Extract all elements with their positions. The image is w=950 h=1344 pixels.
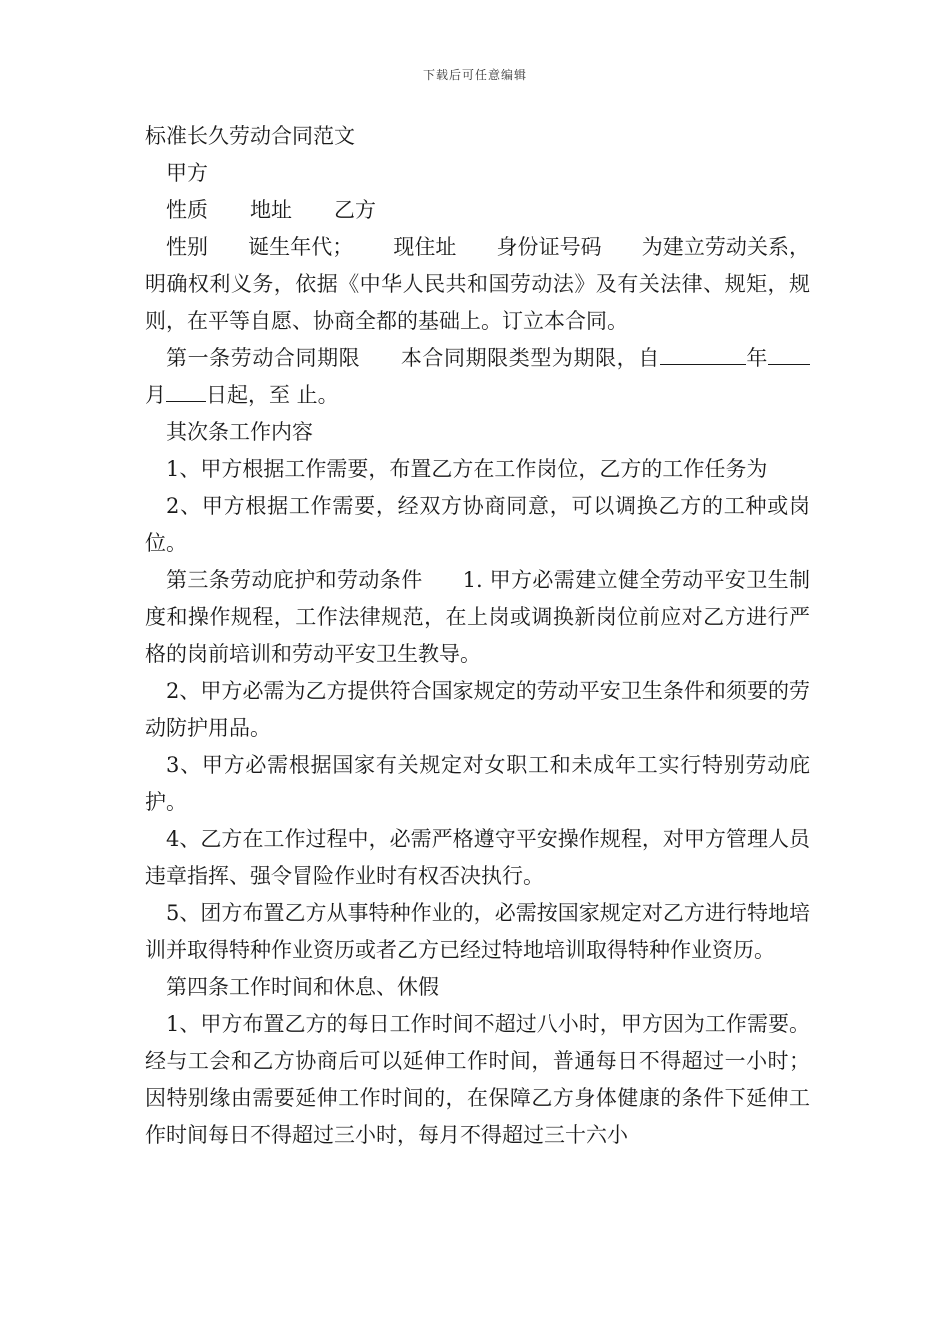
day-blank xyxy=(166,379,206,402)
field-address: 地址 xyxy=(250,198,292,222)
year-label: 年 xyxy=(745,346,769,370)
article-4-item-1: 1、甲方布置乙方的每日工作时间不超过八小时，甲方因为工作需要。经与工会和乙方协商后可以延伸工作时间，普通每日不得超过一小时；因特别缘由需要延伸工作时间的，在保障乙方身体健康的条件下延伸工作时间每日不得超过三小时，每月不得超过三十六小 xyxy=(145,1012,810,1147)
article-3-heading: 第三条劳动庇护和劳动条件 xyxy=(166,568,423,592)
document-title: 标准长久劳动合同范文 xyxy=(145,124,355,148)
party-a-label: 甲方 xyxy=(166,161,208,185)
field-gender: 性别 xyxy=(166,235,209,259)
article-2-item-1: 1、甲方根据工作需要，布置乙方在工作岗位，乙方的工作任务为 xyxy=(166,457,768,481)
field-residence: 现住址 xyxy=(393,235,457,259)
basic-fields-line xyxy=(145,192,810,229)
month-label: 月 xyxy=(145,383,166,407)
article-3-item-5: 5、团方布置乙方从事特种作业的，必需按国家规定对乙方进行特地培训并取得特种作业资历或者乙方已经过特地培训取得特种作业资历。 xyxy=(145,901,810,962)
field-id-number: 身份证号码 xyxy=(496,235,602,259)
article-1-paragraph xyxy=(145,340,810,414)
field-party-b: 乙方 xyxy=(334,198,376,222)
intro-text: 为建立劳动关系，明确权利义务，依据《中华人民共和国劳动法》及有关法律、规矩，规则，在平等自愿、协商全都的基础上。订立本合同。 xyxy=(145,235,811,333)
article-3-item-3: 3、甲方必需根据国家有关规定对女职工和未成年工实行特别劳动庇护。 xyxy=(145,753,810,814)
day-label: 日起，至 止。 xyxy=(206,383,339,407)
month-blank xyxy=(780,342,810,365)
document-body xyxy=(145,118,810,1154)
field-nature: 性质 xyxy=(166,198,208,222)
article-3-item-2: 2、甲方必需为乙方提供符合国家规定的劳动平安卫生条件和须要的劳动防护用品。 xyxy=(145,679,810,740)
article-4-heading: 第四条工作时间和休息、休假 xyxy=(166,975,439,999)
field-birth-year: 诞生年代； xyxy=(248,235,354,259)
article-1-heading: 第一条劳动合同期限 xyxy=(166,346,361,370)
article-2-item-2: 2、甲方根据工作需要，经双方协商同意，可以调换乙方的工种或岗位。 xyxy=(145,494,810,555)
party-a-line xyxy=(145,155,810,192)
year-blank xyxy=(660,342,746,365)
article-3-item-4: 4、乙方在工作过程中，必需严格遵守平安操作规程，对甲方管理人员违章指挥、强令冒险作业时有权否决执行。 xyxy=(145,827,810,888)
article-2-heading: 其次条工作内容 xyxy=(166,420,313,444)
personal-fields-paragraph xyxy=(145,229,810,340)
article-3-paragraph xyxy=(145,562,810,673)
article-1-text: 本合同期限类型为期限，自 xyxy=(400,346,660,370)
page-header: 下载后可任意编辑 xyxy=(422,68,527,82)
month-blank-part xyxy=(768,342,780,365)
article-3-item-1: 1. 甲方必需建立健全劳动平安卫生制度和操作规程，工作法律规范，在上岗或调换新岗位前应对乙方进行严格的岗前培训和劳动平安卫生教导。 xyxy=(145,568,811,666)
